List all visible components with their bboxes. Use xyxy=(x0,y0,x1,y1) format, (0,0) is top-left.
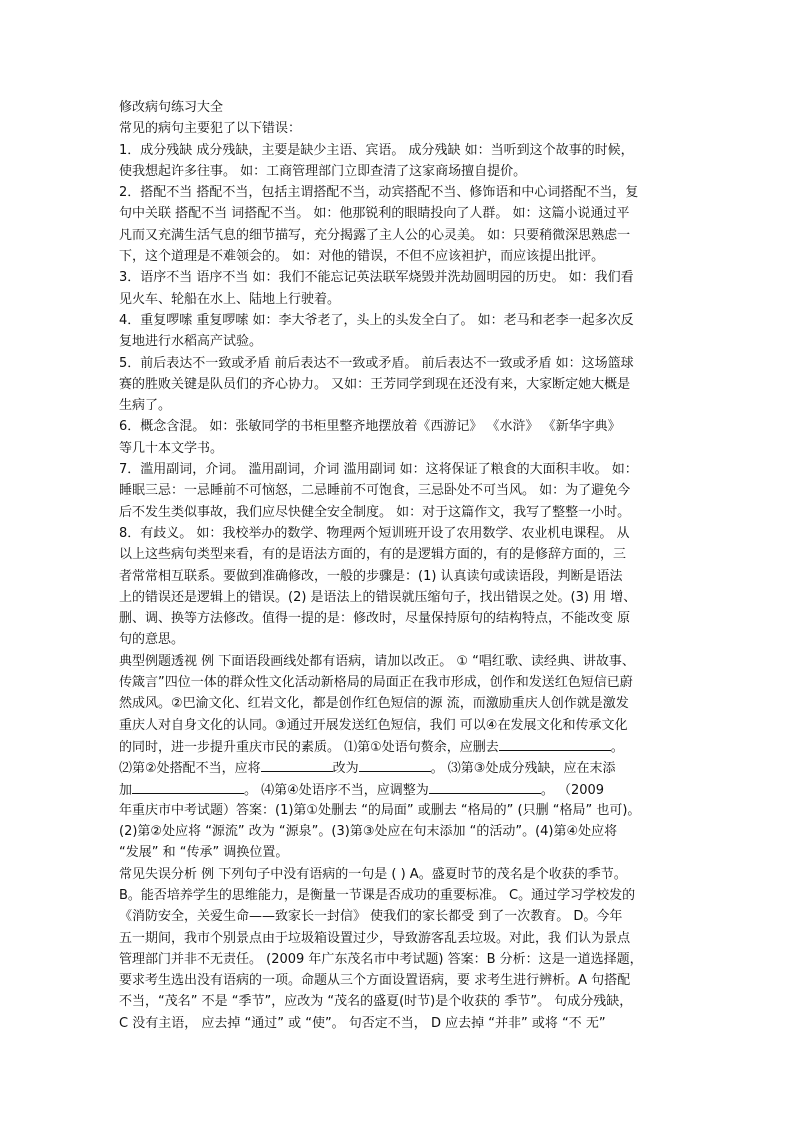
text-line: 4．重复啰嗦 重复啰嗦 如：李大爷老了，头上的头发全白了。 如：老马和老李一起多次反 xyxy=(119,312,634,328)
text-line: C 没有主语， 应去掉 “通过” 或 “使”。 句否定不当， D 应去掉 “并非” 或将 “不 无” xyxy=(119,1015,606,1031)
text-line: 传箴言”四位一体的群众性文化活动新格局的局面正在我市形成，创作和发送红色短信已蔚 xyxy=(119,675,633,691)
text-line: 年重庆市中考试题）答案：(1)第①处删去 “的局面” 或删去 “格局的” (只删 “格局” 也可)。 xyxy=(119,802,641,818)
fill-in-line xyxy=(119,779,681,800)
document-page xyxy=(119,97,681,1034)
text-segment: 。 ⑶第③处成分残缺，应在末添 xyxy=(430,761,616,777)
text-line: 然成风。②巴渝文化、红岩文化，都是创作红色短信的源 流，而激励重庆人创作就是激发 xyxy=(119,696,629,712)
text-line: 6．概念含混。 如：张敏同学的书柜里整齐地摆放着《西游记》 《水浒》 《新华字典》 xyxy=(119,419,621,435)
text-line: 者常常相互联系。要做到准确修改，一般的步骤是：(1) 认真读句或读语段，判断是语法 xyxy=(119,568,623,584)
text-line: 典型例题透视 例 下面语段画线处都有语病，请加以改正。 ① “唱红歌、读经典、讲故事、 xyxy=(119,653,635,669)
answer-blank[interactable] xyxy=(132,779,244,794)
text-line: 5．前后表达不一致或矛盾 前后表达不一致或矛盾。 前后表达不一致或矛盾 如：这场篮球 xyxy=(119,355,634,371)
text-line: 句中关联 搭配不当 词搭配不当。 如：他那锐利的眼睛投向了人群。 如：这篇小说通过平 xyxy=(119,206,630,222)
text-line: 复地进行水稻高产试验。 xyxy=(119,334,263,350)
text-line: 删、调、换等方法修改。值得一提的是：修改时，尽量保持原句的结构特点，不能改变 原 xyxy=(119,611,631,627)
text-segment: 的同时，进一步提升重庆市民的素质。 ⑴第①处语句赘余，应删去 xyxy=(119,739,499,755)
fill-in-line xyxy=(119,736,681,757)
text-line: 使我想起许多往事。 如：工商管理部门立即查清了这家商场擅自提价。 xyxy=(119,163,527,179)
text-line: 《消防安全，关爱生命——致家长一封信》 使我们的家长都受 到了一次教育。 D。今年 xyxy=(119,909,623,925)
text-line: 后不发生类似事故，我们应尽快健全安全制度。 如：对于这篇作文，我写了整整一小时。 xyxy=(119,504,631,520)
text-line: 赛的胜败关键是队员们的齐心协力。 又如：王芳同学到现在还没有来，大家断定她大概是 xyxy=(119,376,631,392)
text-line: 等几十本文学书。 xyxy=(119,440,224,456)
text-line: 下，这个道理是不难领会的。 如：对他的错误，不但不应该袒护，而应该提出批评。 xyxy=(119,249,605,265)
document-title: 修改病句练习大全 xyxy=(119,100,224,115)
text-line: (2)第②处应将 “源流” 改为 “源泉”。(3)第③处应在句末添加 “的活动”。(4)第④处应将 xyxy=(119,824,618,840)
text-segment: 。 xyxy=(610,739,624,755)
answer-blank[interactable] xyxy=(359,757,431,772)
text-line: 7．滥用副词，介词。 滥用副词，介词 滥用副词 如：这将保证了粮食的大面积丰收。 如： xyxy=(119,462,638,478)
text-line: 以上这些病句类型来看，有的是语法方面的，有的是逻辑方面的，有的是修辞方面的，三 xyxy=(119,547,627,563)
text-line: 要求考生选出没有语病的一项。命题从三个方面设置语病，要 求考生进行辨析。A 句搭配 xyxy=(119,973,631,989)
text-line: 生病了。 xyxy=(119,398,172,414)
text-line: 常见失误分析 例 下列句子中没有语病的一句是 ( ) A。盛夏时节的茂名是个收获的季节。 xyxy=(119,866,627,882)
text-line: 2．搭配不当 搭配不当，包括主谓搭配不当，动宾搭配不当、修饰语和中心词搭配不当，复 xyxy=(119,185,639,201)
answer-blank[interactable] xyxy=(261,757,333,772)
text-line: 8．有歧义。 如：我校举办的数学、物理两个短训班开设了农用数学、农业机电课程。 从 xyxy=(119,525,630,541)
text-line: 重庆人对自身文化的认同。③通过开展发送红色短信，我们 可以④在发展文化和传承文化 xyxy=(119,717,628,733)
text-line: 管理部门并非不无责任。 (2009 年广东茂名市中考试题) 答案：B 分析：这是一道选择题， xyxy=(119,951,643,967)
text-segment: 加 xyxy=(119,782,133,798)
text-line: “发展” 和 “传承” 调换位置。 xyxy=(119,845,289,861)
text-line: 上的错误还是逻辑上的错误。(2) 是语法上的错误就压缩句子，找出错误之处。(3) 用 增、 xyxy=(119,589,637,605)
answer-blank[interactable] xyxy=(429,779,541,794)
text-line: 五一期间，我市个别景点由于垃圾箱设置过少，导致游客乱丢垃圾。对此，我 们认为景点 xyxy=(119,930,631,946)
text-segment: ⑵第②处搭配不当，应将 xyxy=(119,761,261,777)
text-line: B。能否培养学生的思维能力，是衡量一节课是否成功的重要标准。 C。通过学习学校发的 xyxy=(119,887,636,903)
text-line: 3．语序不当 语序不当 如：我们不能忘记英法联军烧毁并洗劫圆明园的历史。 如：我们看 xyxy=(119,270,634,286)
fill-in-line xyxy=(119,757,681,778)
text-line: 睡眠三忌：一忌睡前不可恼怒，二忌睡前不可饱食，三忌卧处不可当风。 如：为了避免今 xyxy=(119,483,631,499)
answer-blank[interactable] xyxy=(499,736,611,751)
text-segment: 改为 xyxy=(332,761,359,777)
text-line: 常见的病句主要犯了以下错误： xyxy=(119,121,302,137)
text-line: 凡而又充满生活气息的细节描写，充分揭露了主人公的心灵美。 如：只要稍微深思熟虑一 xyxy=(119,227,631,243)
text-line: 1．成分残缺 成分残缺，主要是缺少主语、宾语。 成分残缺 如：当听到这个故事的时候， xyxy=(119,142,634,158)
text-line: 句的意思。 xyxy=(119,632,185,648)
text-line: 不当，“茂名” 不是 “季节”，应改为 “茂名的盛夏(时节)是个收获的 季节”。 句成分残缺， xyxy=(119,994,633,1010)
text-segment: 。 ⑷第④处语序不当，应调整为 xyxy=(244,782,429,798)
text-line: 见火车、轮船在水上、陆地上行驶着。 xyxy=(119,291,341,307)
text-segment: 。 （2009 xyxy=(540,782,605,798)
